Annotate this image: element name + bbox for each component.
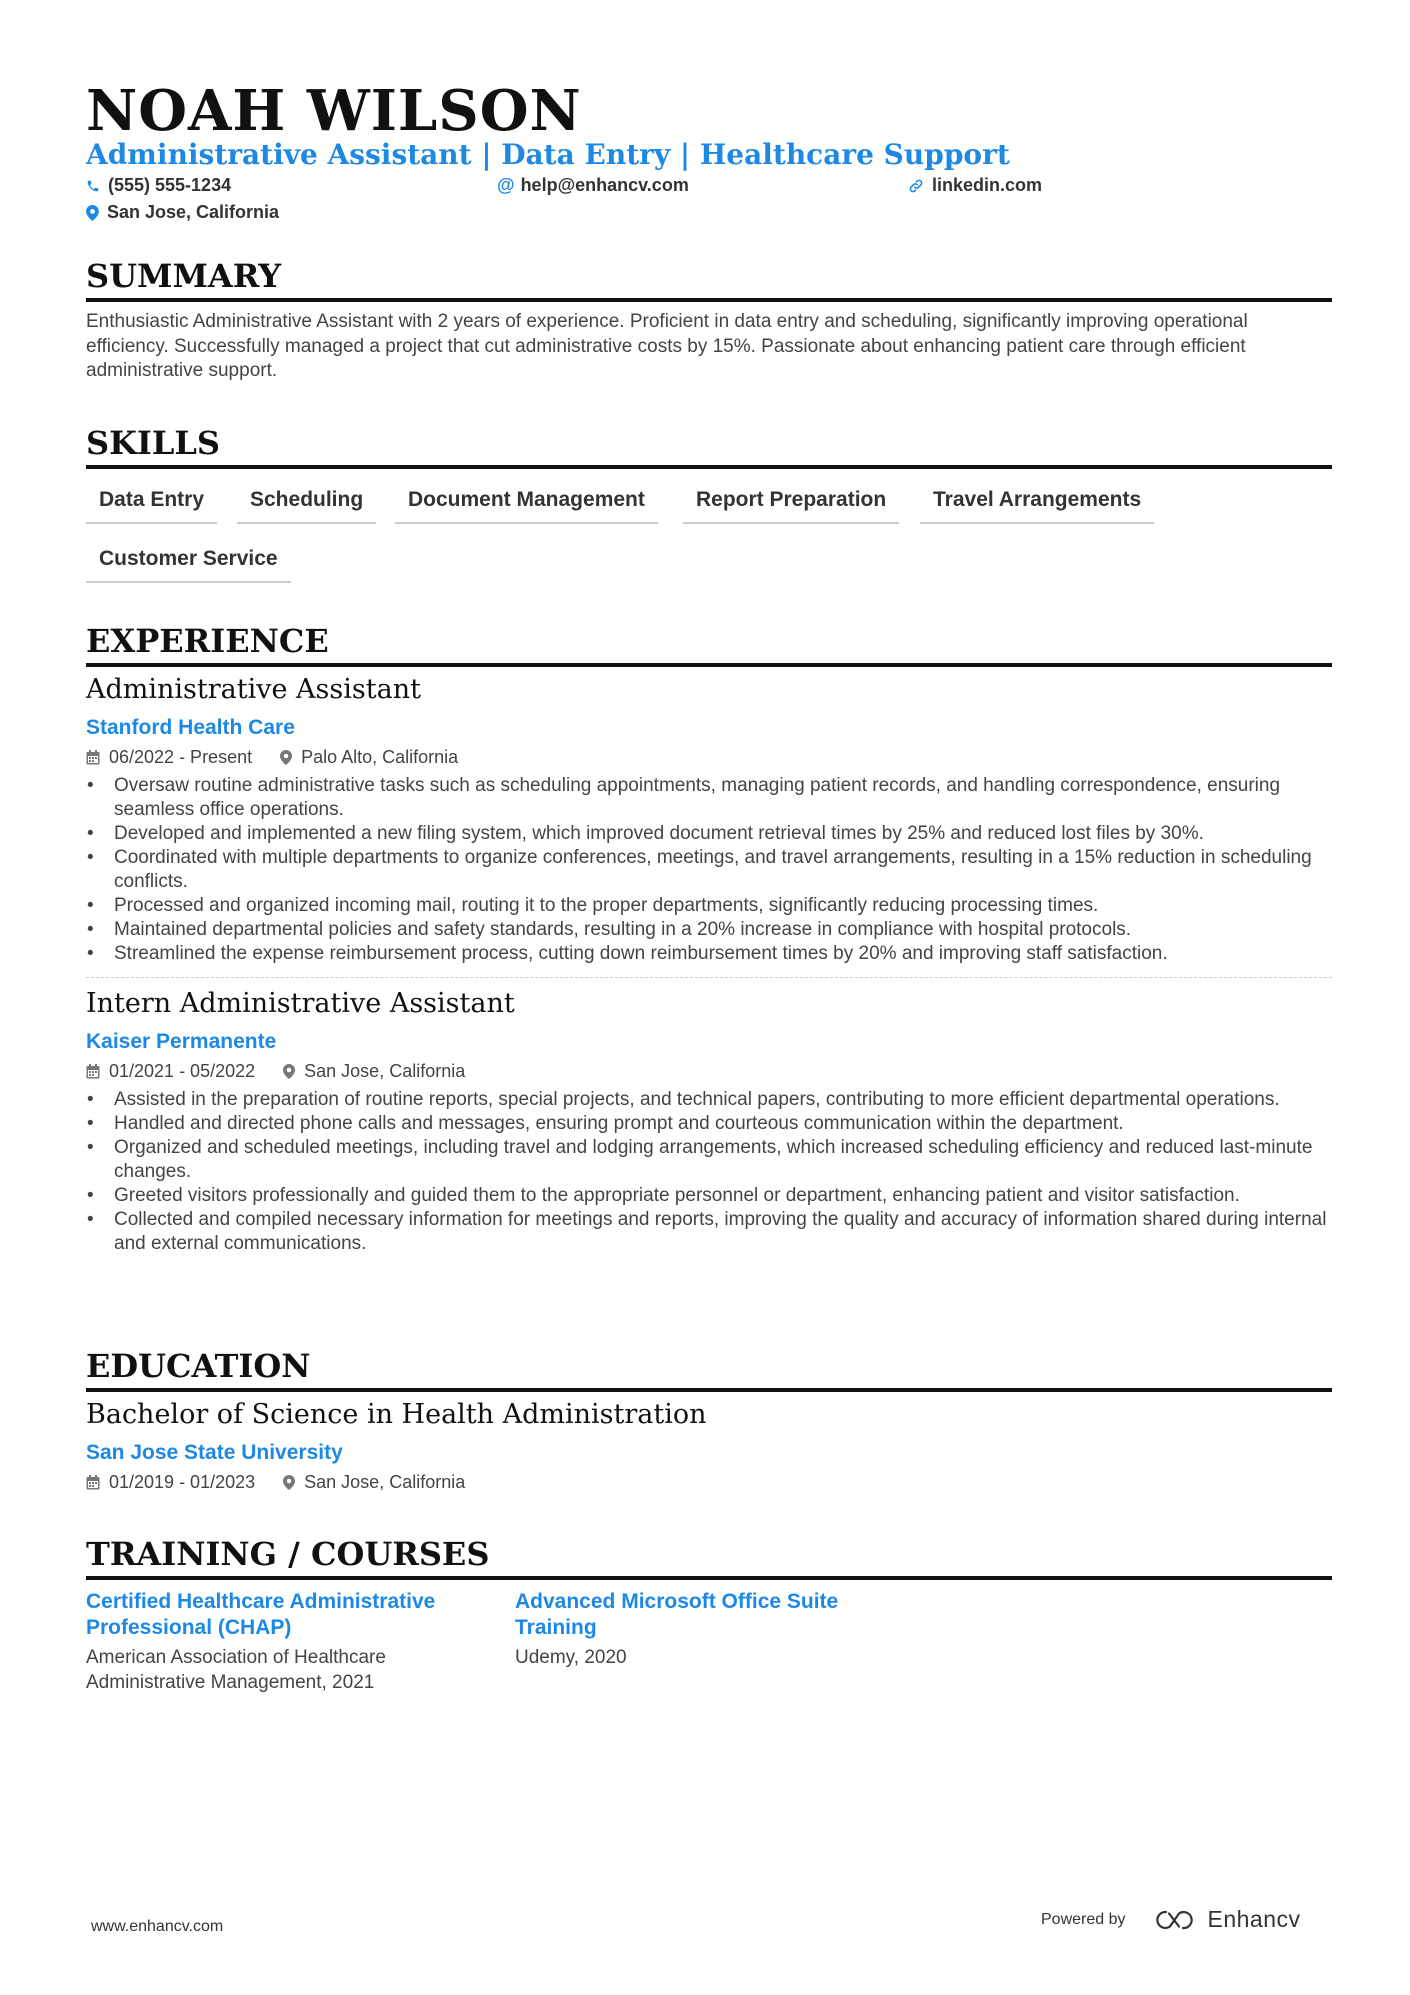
education-location: San Jose, California	[304, 1472, 466, 1492]
email-text[interactable]: help@enhancv.com	[520, 175, 689, 195]
course-title: Advanced Microsoft Office Suite Training	[515, 1590, 839, 1639]
brand-name: Enhancv	[1207, 1906, 1301, 1932]
skills-heading: SKILLS	[86, 423, 1332, 469]
job-bullets	[86, 1088, 1332, 1256]
calendar-icon	[86, 1064, 100, 1079]
skill-tag: Customer Service	[86, 547, 291, 583]
job-dates: 06/2022 - Present	[109, 747, 253, 767]
location-pin-icon	[283, 1064, 295, 1079]
job-bullets	[86, 774, 1332, 966]
powered-by-text: Powered by	[1041, 1910, 1126, 1928]
job-location: San Jose, California	[304, 1061, 466, 1081]
contact-linkedin[interactable]	[908, 175, 1042, 196]
phone-text: (555) 555-1234	[108, 175, 232, 195]
list-item: • Coordinated with multiple departments to organize conferences, meetings, and travel arrangements, resulting in a 15% reduction in scheduling conflicts.	[86, 846, 1332, 894]
summary-text: Enthusiastic Administrative Assistant with 2 years of experience. Proficient in data entry and scheduling, significantly improving operational efficiency. Successfully managed a project that cut administrative costs by 15%. Passionate about enhancing patient care through efficient administrative support.	[86, 311, 1248, 381]
list-item: • Greeted visitors professionally and guided them to the appropriate personnel or department, enhancing patient and visitor satisfaction.	[86, 1184, 1332, 1208]
list-item: • Streamlined the expense reimbursement process, cutting down reimbursement times by 20% and improving staff satisfaction.	[86, 942, 1332, 966]
candidate-name: NOAH WILSON	[86, 78, 582, 144]
contact-location	[86, 202, 279, 223]
education-heading: EDUCATION	[86, 1346, 1332, 1392]
course-desc: Udemy, 2020	[515, 1647, 627, 1668]
school-name: San Jose State University	[86, 1441, 343, 1464]
list-item: • Assisted in the preparation of routine reports, special projects, and technical papers, contributing to more efficient departmental operations.	[86, 1088, 1332, 1112]
job-divider	[86, 977, 1332, 978]
contact-phone	[86, 175, 231, 196]
company-name: Stanford Health Care	[86, 716, 295, 739]
skill-tag: Travel Arrangements	[920, 488, 1154, 524]
training-heading: TRAINING / COURSES	[86, 1534, 1332, 1580]
skill-tag: Document Management	[395, 488, 658, 524]
location-pin-icon	[86, 205, 99, 221]
job-title: Intern Administrative Assistant	[86, 988, 515, 1019]
location-text: San Jose, California	[107, 202, 280, 222]
skill-tag: Data Entry	[86, 488, 217, 524]
list-item: • Developed and implemented a new filing system, which improved document retrieval times by 25% and reduced lost files by 30%.	[86, 822, 1332, 846]
list-item: • Processed and organized incoming mail, routing it to the proper departments, significantly reducing processing times.	[86, 894, 1332, 918]
job-title: Administrative Assistant	[86, 674, 421, 705]
company-name: Kaiser Permanente	[86, 1030, 277, 1053]
job-location: Palo Alto, California	[301, 747, 459, 767]
list-item: • Handled and directed phone calls and messages, ensuring prompt and courteous communication within the department.	[86, 1112, 1332, 1136]
experience-heading: EXPERIENCE	[86, 621, 1332, 667]
phone-icon	[86, 179, 100, 193]
summary-heading: SUMMARY	[86, 256, 1332, 302]
skill-tag: Report Preparation	[683, 488, 899, 524]
location-pin-icon	[280, 750, 292, 765]
location-pin-icon	[283, 1475, 295, 1490]
at-icon: @	[497, 175, 515, 195]
linkedin-text[interactable]: linkedin.com	[932, 175, 1043, 195]
contact-email[interactable]	[497, 175, 689, 196]
candidate-headline: Administrative Assistant | Data Entry | Healthcare Support	[86, 138, 1010, 171]
degree-title: Bachelor of Science in Health Administration	[86, 1399, 707, 1430]
footer-branding	[1041, 1906, 1301, 1933]
list-item: • Organized and scheduled meetings, including travel and lodging arrangements, which increased scheduling efficiency and reduced last-minute changes.	[86, 1136, 1332, 1184]
job-meta	[86, 747, 458, 768]
education-meta	[86, 1472, 465, 1493]
education-dates: 01/2019 - 01/2023	[109, 1472, 256, 1492]
skill-tag: Scheduling	[237, 488, 376, 524]
list-item: • Maintained departmental policies and safety standards, resulting in a 20% increase in compliance with hospital protocols.	[86, 918, 1332, 942]
calendar-icon	[86, 750, 100, 765]
enhancv-logo-icon	[1152, 1908, 1198, 1932]
list-item: • Collected and compiled necessary information for meetings and reports, improving the quality and accuracy of information shared during internal and external communications.	[86, 1208, 1332, 1256]
course-title: Certified Healthcare Administrative Professional (CHAP)	[86, 1590, 436, 1639]
job-dates: 01/2021 - 05/2022	[109, 1061, 256, 1081]
footer-website[interactable]: www.enhancv.com	[91, 1918, 224, 1935]
list-item: • Oversaw routine administrative tasks such as scheduling appointments, managing patient records, and handling correspondence, ensuring seamless office operations.	[86, 774, 1332, 822]
job-meta	[86, 1061, 465, 1082]
link-icon	[908, 178, 924, 194]
course-desc: American Association of Healthcare Administrative Management, 2021	[86, 1647, 386, 1693]
calendar-icon	[86, 1475, 100, 1490]
